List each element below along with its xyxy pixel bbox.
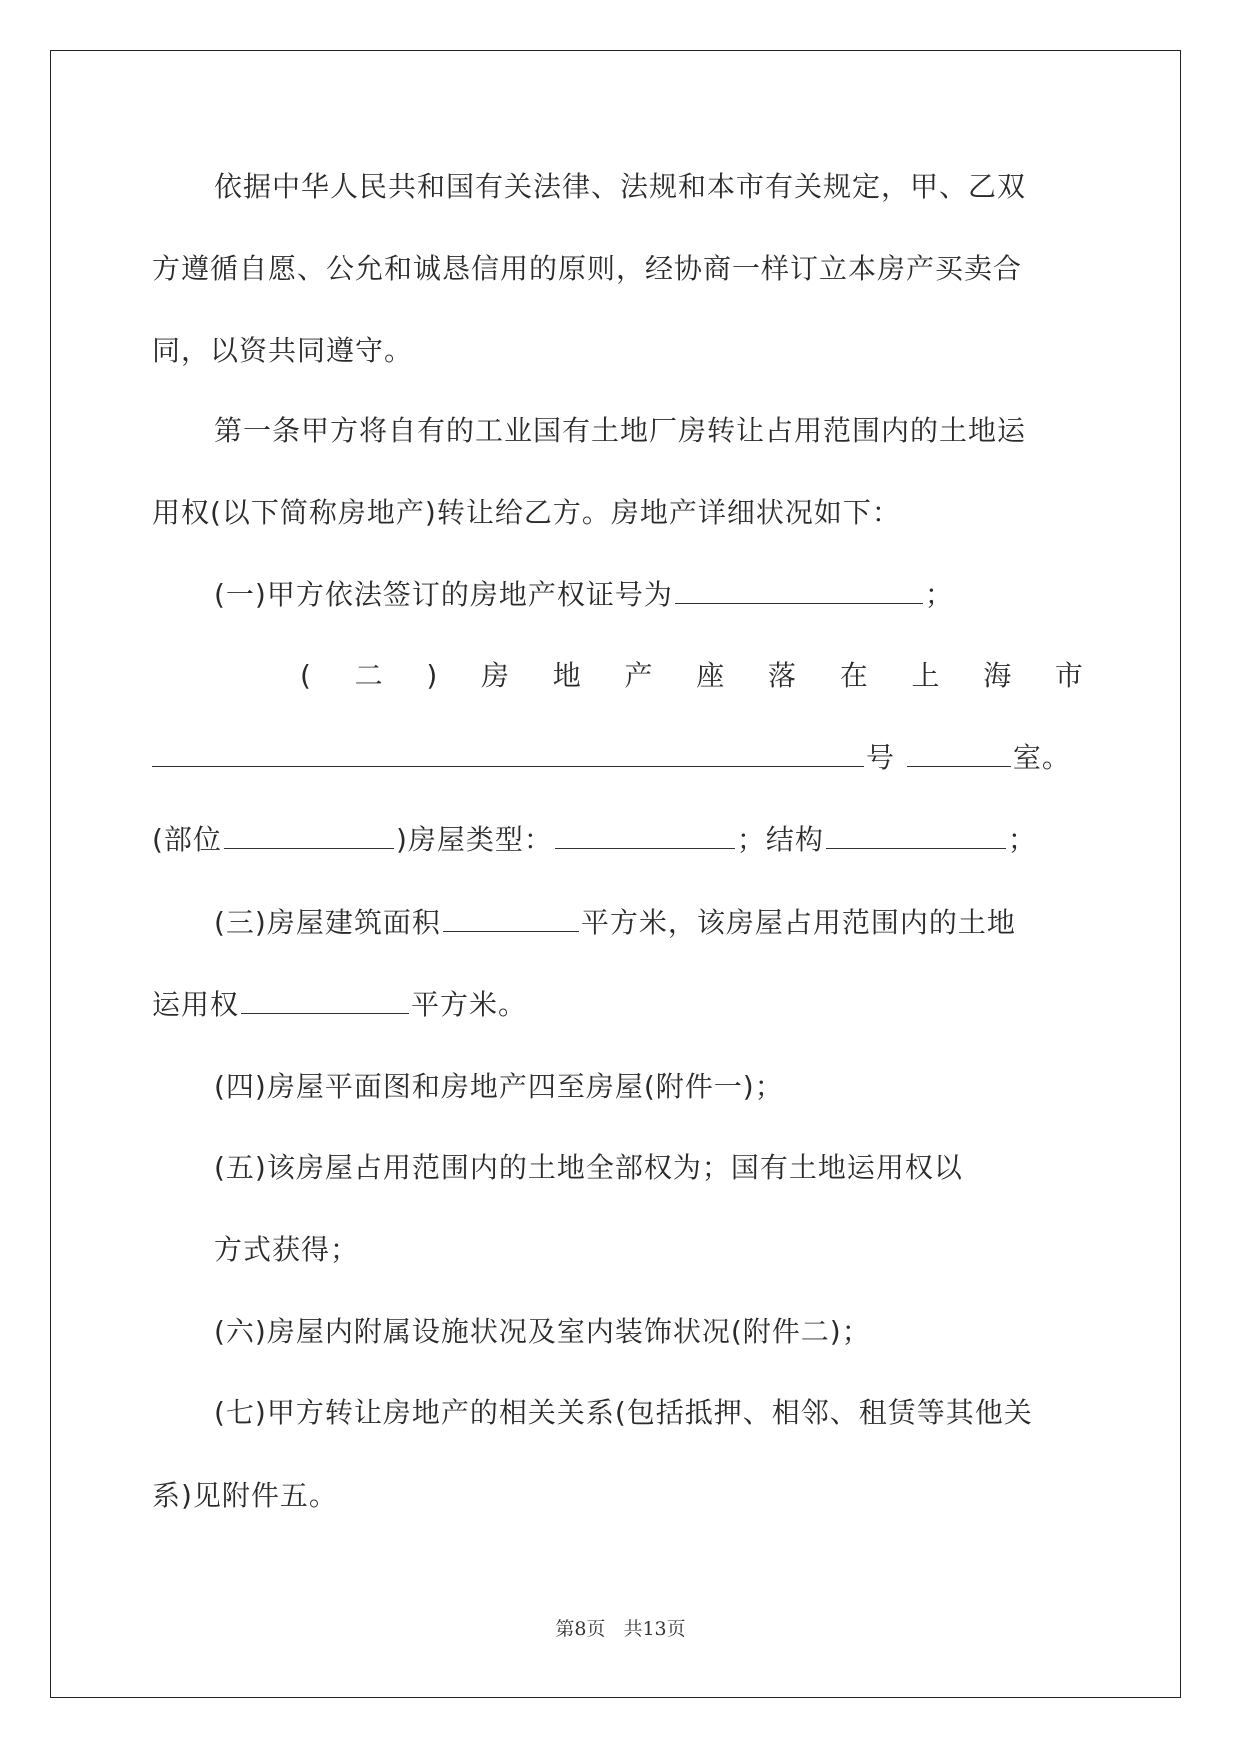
item-2-char: 座 [696, 659, 726, 692]
item-7-line-2: 系)见附件五。 [152, 1479, 338, 1512]
item-2-line-3 [152, 820, 1084, 860]
page-total: 共13页 [623, 1618, 686, 1640]
item-3-line-2 [152, 985, 1084, 1025]
item-2-struct-label: 结构 [765, 823, 824, 856]
item-7-line-1: (七)甲方转让房地产的相关关系(包括抵押、相邻、租赁等其他关 [214, 1396, 1033, 1429]
item-2-char: 落 [767, 659, 797, 692]
article-1-line-1: 第一条甲方将自有的工业国有土地厂房转让占用范围内的土地运 [214, 414, 1027, 447]
item-2-type-label: )房屋类型： [395, 823, 553, 856]
item-2-shi: 室。 [1012, 741, 1071, 774]
item-2-line-1 [300, 656, 1084, 696]
item-6: (六)房屋内附属设施状况及室内装饰状况(附件二)； [214, 1315, 871, 1348]
item-2-char: ) [426, 659, 439, 692]
page-border [50, 50, 1181, 1698]
item-2-char: 房 [481, 659, 511, 692]
item-1 [214, 575, 1146, 615]
item-1-text: (一)甲方依法签订的房地产权证号为 [214, 578, 673, 611]
item-2-char: 在 [839, 659, 869, 692]
page-number: 第8页 [555, 1618, 606, 1640]
item-5-line-1: (五)该房屋占用范围内的土地全部权为；国有土地运用权以 [214, 1151, 963, 1184]
item-5-line-2: 方式获得； [214, 1233, 360, 1266]
item-2-char: 二 [354, 659, 384, 692]
item-3-line-1 [214, 903, 1146, 943]
item-3-b: 平方米，该房屋占用范围内的土地 [580, 906, 1016, 939]
item-2-char: 上 [911, 659, 941, 692]
item-3-a: (三)房屋建筑面积 [214, 906, 441, 939]
item-1-tail: ； [924, 578, 954, 611]
room-number-blank[interactable] [907, 738, 1011, 767]
item-2-end: ； [1007, 823, 1037, 856]
item-2-hao: 号 [866, 741, 896, 774]
position-blank[interactable] [224, 820, 394, 849]
address-blank[interactable] [152, 738, 864, 767]
paragraph-intro-line-2: 方遵循自愿、公允和诚恳信用的原则，经协商一样订立本房产买卖合 [152, 252, 1023, 285]
item-2-char: 市 [1054, 659, 1084, 692]
property-cert-blank[interactable] [675, 575, 923, 604]
item-2-line-2 [152, 738, 1084, 778]
item-2-char: 地 [552, 659, 582, 692]
item-4: (四)房屋平面图和房地产四至房屋(附件一)； [214, 1070, 784, 1103]
item-2-char: ( [300, 659, 312, 692]
paragraph-intro-line-1: 依据中华人民共和国有关法律、法规和本市有关规定，甲、乙双 [214, 170, 1027, 203]
item-3-c: 运用权 [152, 988, 240, 1021]
paragraph-intro-line-3: 同，以资共同遵守。 [152, 334, 414, 367]
building-area-blank[interactable] [443, 903, 579, 932]
item-3-d: 平方米。 [411, 988, 528, 1021]
page-footer [0, 1614, 1241, 1641]
article-1-line-2: 用权(以下简称房地产)转让给乙方。房地产详细状况如下： [152, 496, 901, 529]
item-2-bu-label: (部位 [152, 823, 222, 856]
item-2-char: 产 [624, 659, 654, 692]
item-2-char: 海 [983, 659, 1013, 692]
house-type-blank[interactable] [555, 820, 735, 849]
item-2-sep: ； [736, 823, 766, 856]
structure-blank[interactable] [826, 820, 1006, 849]
land-use-area-blank[interactable] [241, 985, 409, 1014]
